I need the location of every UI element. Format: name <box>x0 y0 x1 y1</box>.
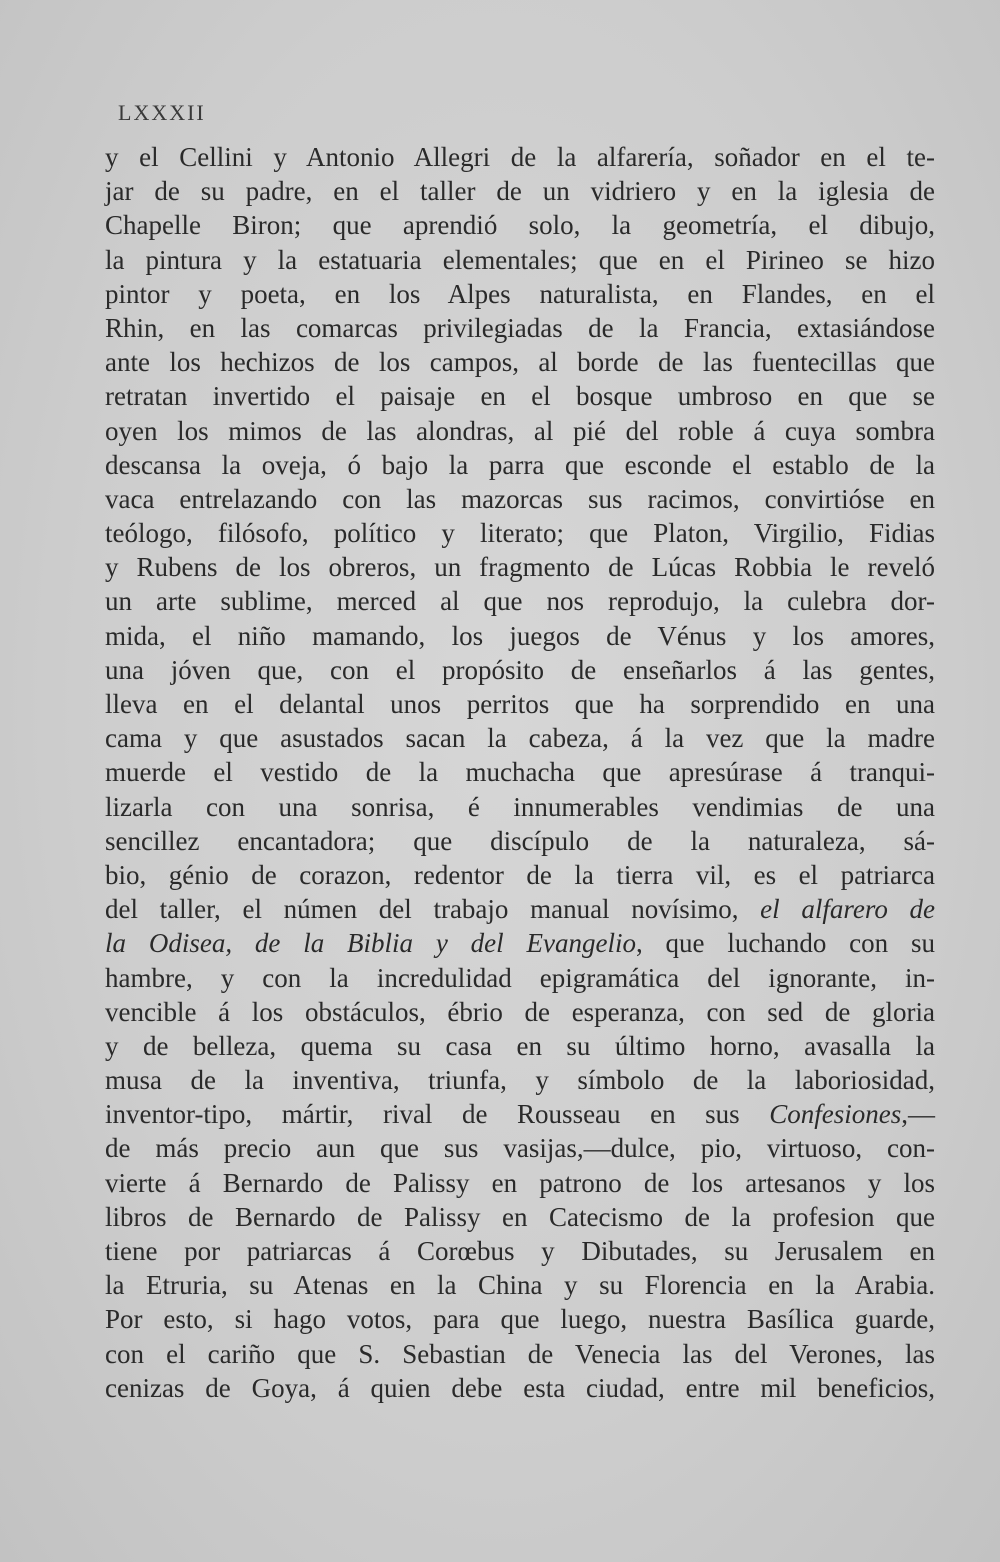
text-line: libros de Bernardo de Palissy en Catecismo de la profesion que <box>105 1201 935 1232</box>
text-line: con el cariño que S. Sebastian de Venecia las del Verones, las <box>105 1338 935 1369</box>
text-line: un arte sublime, merced al que nos reprodujo, la culebra dor- <box>105 586 935 617</box>
text-line: oyen los mimos de las alondras, al pié del roble á cuya sombra <box>105 415 935 446</box>
text-line: la Etruria, su Atenas en la China y su Florencia en la Arabia. <box>105 1270 935 1301</box>
page-number: LXXXII <box>118 100 206 125</box>
text-line: pintor y poeta, en los Alpes naturalista, en Flandes, en el <box>105 278 935 309</box>
text-line: sencillez encantadora; que discípulo de la naturaleza, sá- <box>105 825 935 856</box>
text-line: hambre, y con la incredulidad epigramática del ignorante, in- <box>105 962 935 993</box>
text-line: ante los hechizos de los campos, al borde de las fuentecillas que <box>105 347 935 378</box>
text-line: vierte á Bernardo de Palissy en patrono de los artesanos y los <box>105 1167 935 1198</box>
text-line: bio, génio de corazon, redentor de la tierra vil, es el patriarca <box>105 859 935 890</box>
text-line: del taller, el númen del trabajo manual novísimo, el alfarero de <box>105 894 935 925</box>
text-line: lizarla con una sonrisa, é innumerables vendimias de una <box>105 791 935 822</box>
text-line: Rhin, en las comarcas privilegiadas de la Francia, extasiándose <box>105 312 935 343</box>
text-line: jar de su padre, en el taller de un vidriero y en la iglesia de <box>105 176 935 207</box>
text-line: mida, el niño mamando, los juegos de Vénus y los amores, <box>105 620 935 651</box>
text-line: cenizas de Goya, á quien debe esta ciudad, entre mil beneficios, <box>105 1372 935 1403</box>
text-line: teólogo, filósofo, político y literato; que Platon, Virgilio, Fidias <box>105 518 935 549</box>
text-line: de más precio aun que sus vasijas,—dulce, pio, virtuoso, con- <box>105 1133 935 1164</box>
text-line: retratan invertido el paisaje en el bosque umbroso en que se <box>105 381 935 412</box>
text-line: muerde el vestido de la muchacha que apresúrase á tranqui- <box>105 757 935 788</box>
text-line: vencible á los obstáculos, ébrio de esperanza, con sed de gloria <box>105 996 935 1027</box>
text-line: cama y que asustados sacan la cabeza, á la vez que la madre <box>105 723 935 754</box>
text-line: descansa la oveja, ó bajo la parra que esconde el establo de la <box>105 449 935 480</box>
text-line: y el Cellini y Antonio Allegri de la alfarería, soñador en el te- <box>105 142 935 172</box>
text-line: la pintura y la estatuaria elementales; que en el Pirineo se hizo <box>105 244 935 275</box>
text-line: una jóven que, con el propósito de enseñarlos á las gentes, <box>105 654 935 685</box>
body-text <box>105 140 935 1405</box>
text-line: y de belleza, quema su casa en su último horno, avasalla la <box>105 1030 935 1061</box>
italic-title: la Odisea, de la Biblia y del Evangelio <box>105 928 636 959</box>
text-line: lleva en el delantal unos perritos que ha sorprendido en una <box>105 689 935 719</box>
text-line: vaca entrelazando con las mazorcas sus racimos, convirtióse en <box>105 483 935 514</box>
italic-title: el alfarero de <box>760 894 935 925</box>
italic-title: Confesiones <box>769 1099 902 1130</box>
text-line: musa de la inventiva, triunfa, y símbolo de la laboriosidad, <box>105 1065 935 1096</box>
text-line: inventor-tipo, mártir, rival de Rousseau en sus Confesiones,— <box>105 1099 935 1130</box>
text-line: y Rubens de los obreros, un fragmento de Lúcas Robbia le reveló <box>105 552 935 583</box>
text-line: Chapelle Biron; que aprendió solo, la geometría, el dibujo, <box>105 210 935 241</box>
text-line: la Odisea, de la Biblia y del Evangelio, que luchando con su <box>105 928 935 959</box>
text-line: tiene por patriarcas á Corœbus y Dibutades, su Jerusalem en <box>105 1236 935 1266</box>
text-line: Por esto, si hago votos, para que luego, nuestra Basílica guarde, <box>105 1304 935 1335</box>
